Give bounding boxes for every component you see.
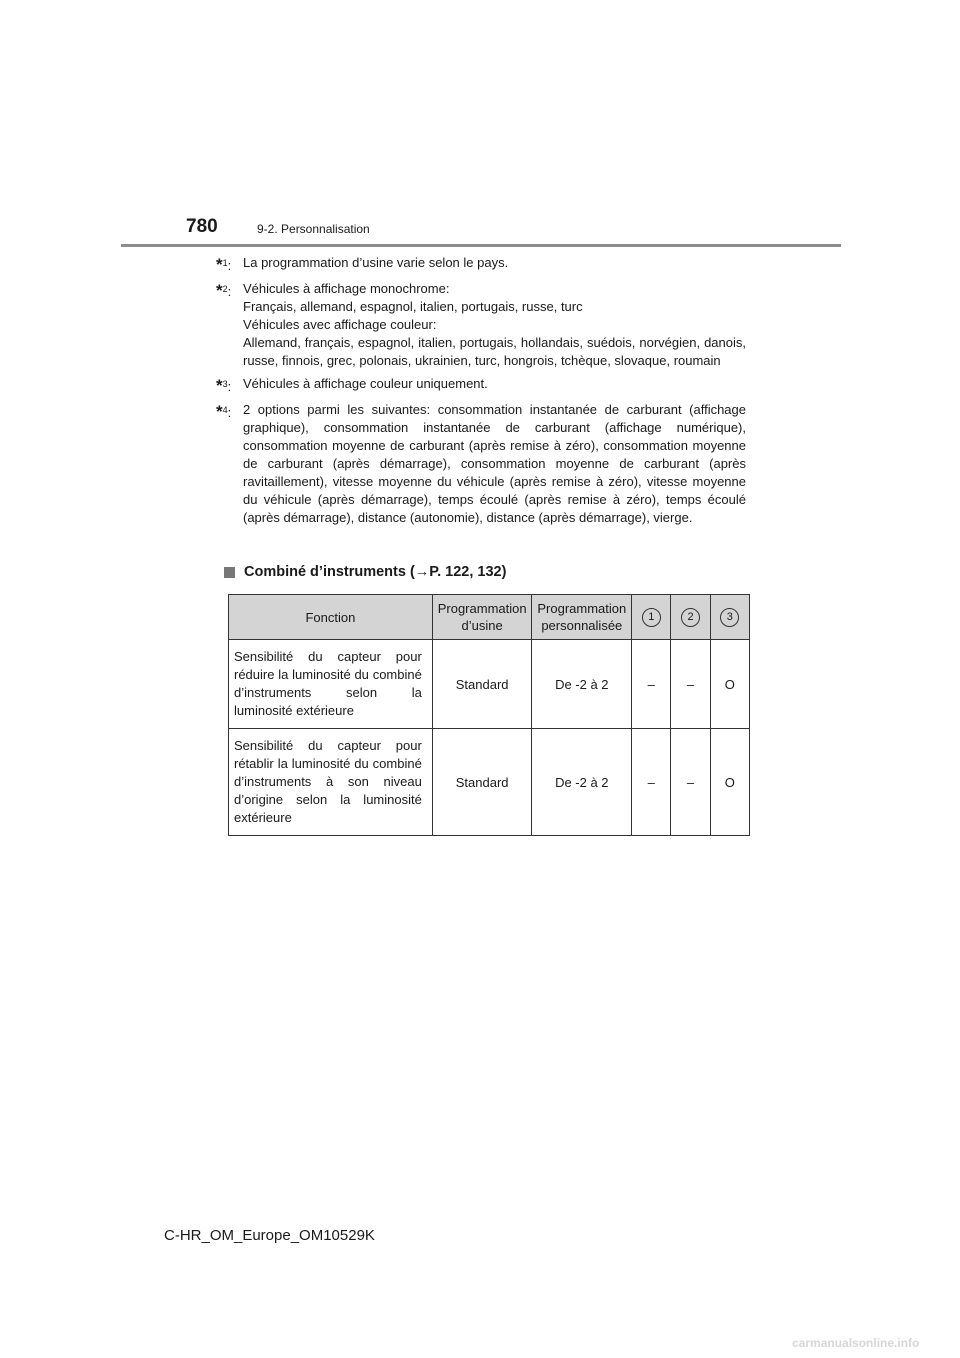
section-title: 9-2. Personnalisation xyxy=(257,222,370,236)
page-number: 780 xyxy=(186,216,218,237)
footnote-marker: *$^4$: xyxy=(216,402,232,421)
footnote-2 xyxy=(216,280,746,370)
page-reference[interactable]: P. 122, 132) xyxy=(429,564,507,580)
settings-table xyxy=(228,594,750,836)
circled-1-icon: 1 xyxy=(642,608,661,627)
header-rule xyxy=(121,244,841,247)
circled-3-icon: 3 xyxy=(720,608,739,627)
cell-method-1: – xyxy=(632,640,671,729)
footnotes xyxy=(216,254,746,532)
subheading-text: Combiné d’instruments ( xyxy=(244,564,415,580)
header-function: Fonction xyxy=(229,595,433,640)
cell-method-2: – xyxy=(671,640,710,729)
footnote-marker: *$^3$: xyxy=(216,376,232,395)
footnote-text: 2 options parmi les suivantes: consommation instantanée de carburant (affichage graphique), consommation instantanée de carburant (affichage numérique), consommation moyenne de carburant (après remise à zéro), consommation moyenne de carburant (après démarrage), consommation moyenne de carburant (après ravitaillement), vitesse moyenne du véhicule (après remise à zéro), vitesse moyenne du véhicule (après démarrage), temps écoulé (après remise à zéro), temps écoulé (après démarrage), distance (autonomie), distance (après démarrage), vierge. xyxy=(243,402,746,525)
circled-2-icon: 2 xyxy=(681,608,700,627)
subheading xyxy=(224,563,506,581)
cell-function: Sensibilité du capteur pour réduire la luminosité du combiné d’instruments selon la luminosité extérieure xyxy=(229,640,433,729)
footnote-text: Français, allemand, espagnol, italien, portugais, russe, turc xyxy=(243,299,583,314)
square-bullet-icon xyxy=(224,567,235,578)
footnote-marker: *$^2$: xyxy=(216,281,232,300)
cell-function: Sensibilité du capteur pour rétablir la luminosité du combiné d’instruments à son niveau d’origine selon la luminosité extérieure xyxy=(229,729,433,836)
footnote-1 xyxy=(216,254,746,275)
header-method-1 xyxy=(632,595,671,640)
footnote-marker: *$^1$: xyxy=(216,255,232,274)
header-factory-setting: Programmation d’usine xyxy=(432,595,532,640)
header-method-3 xyxy=(710,595,749,640)
cell-factory: Standard xyxy=(432,729,532,836)
watermark: carmanualsonline.info xyxy=(792,1336,920,1350)
header-custom-setting: Programmation personnalisée xyxy=(532,595,632,640)
cell-method-1: – xyxy=(632,729,671,836)
cell-method-3: O xyxy=(710,640,749,729)
footnote-text: Véhicules à affichage monochrome: xyxy=(243,281,450,296)
header-method-2 xyxy=(671,595,710,640)
footnote-3 xyxy=(216,375,746,396)
cell-method-2: – xyxy=(671,729,710,836)
footer-document-code: C-HR_OM_Europe_OM10529K xyxy=(164,1227,375,1244)
cell-factory: Standard xyxy=(432,640,532,729)
table-row xyxy=(229,640,750,729)
table-header-row xyxy=(229,595,750,640)
cell-custom: De -2 à 2 xyxy=(532,729,632,836)
footnote-text: Allemand, français, espagnol, italien, portugais, hollandais, suédois, norvégien, danois, russe, finnois, grec, polonais, ukrainien, turc, hongrois, tchèque, slovaque, roumain xyxy=(243,335,746,368)
footnote-text: La programmation d’usine varie selon le pays. xyxy=(243,255,509,270)
cell-custom: De -2 à 2 xyxy=(532,640,632,729)
footnote-4 xyxy=(216,401,746,527)
cell-method-3: O xyxy=(710,729,749,836)
footnote-text: Véhicules à affichage couleur uniquement. xyxy=(243,376,488,391)
footnote-text: Véhicules avec affichage couleur: xyxy=(243,317,437,332)
table-row xyxy=(229,729,750,836)
arrow-icon: → xyxy=(414,564,430,580)
